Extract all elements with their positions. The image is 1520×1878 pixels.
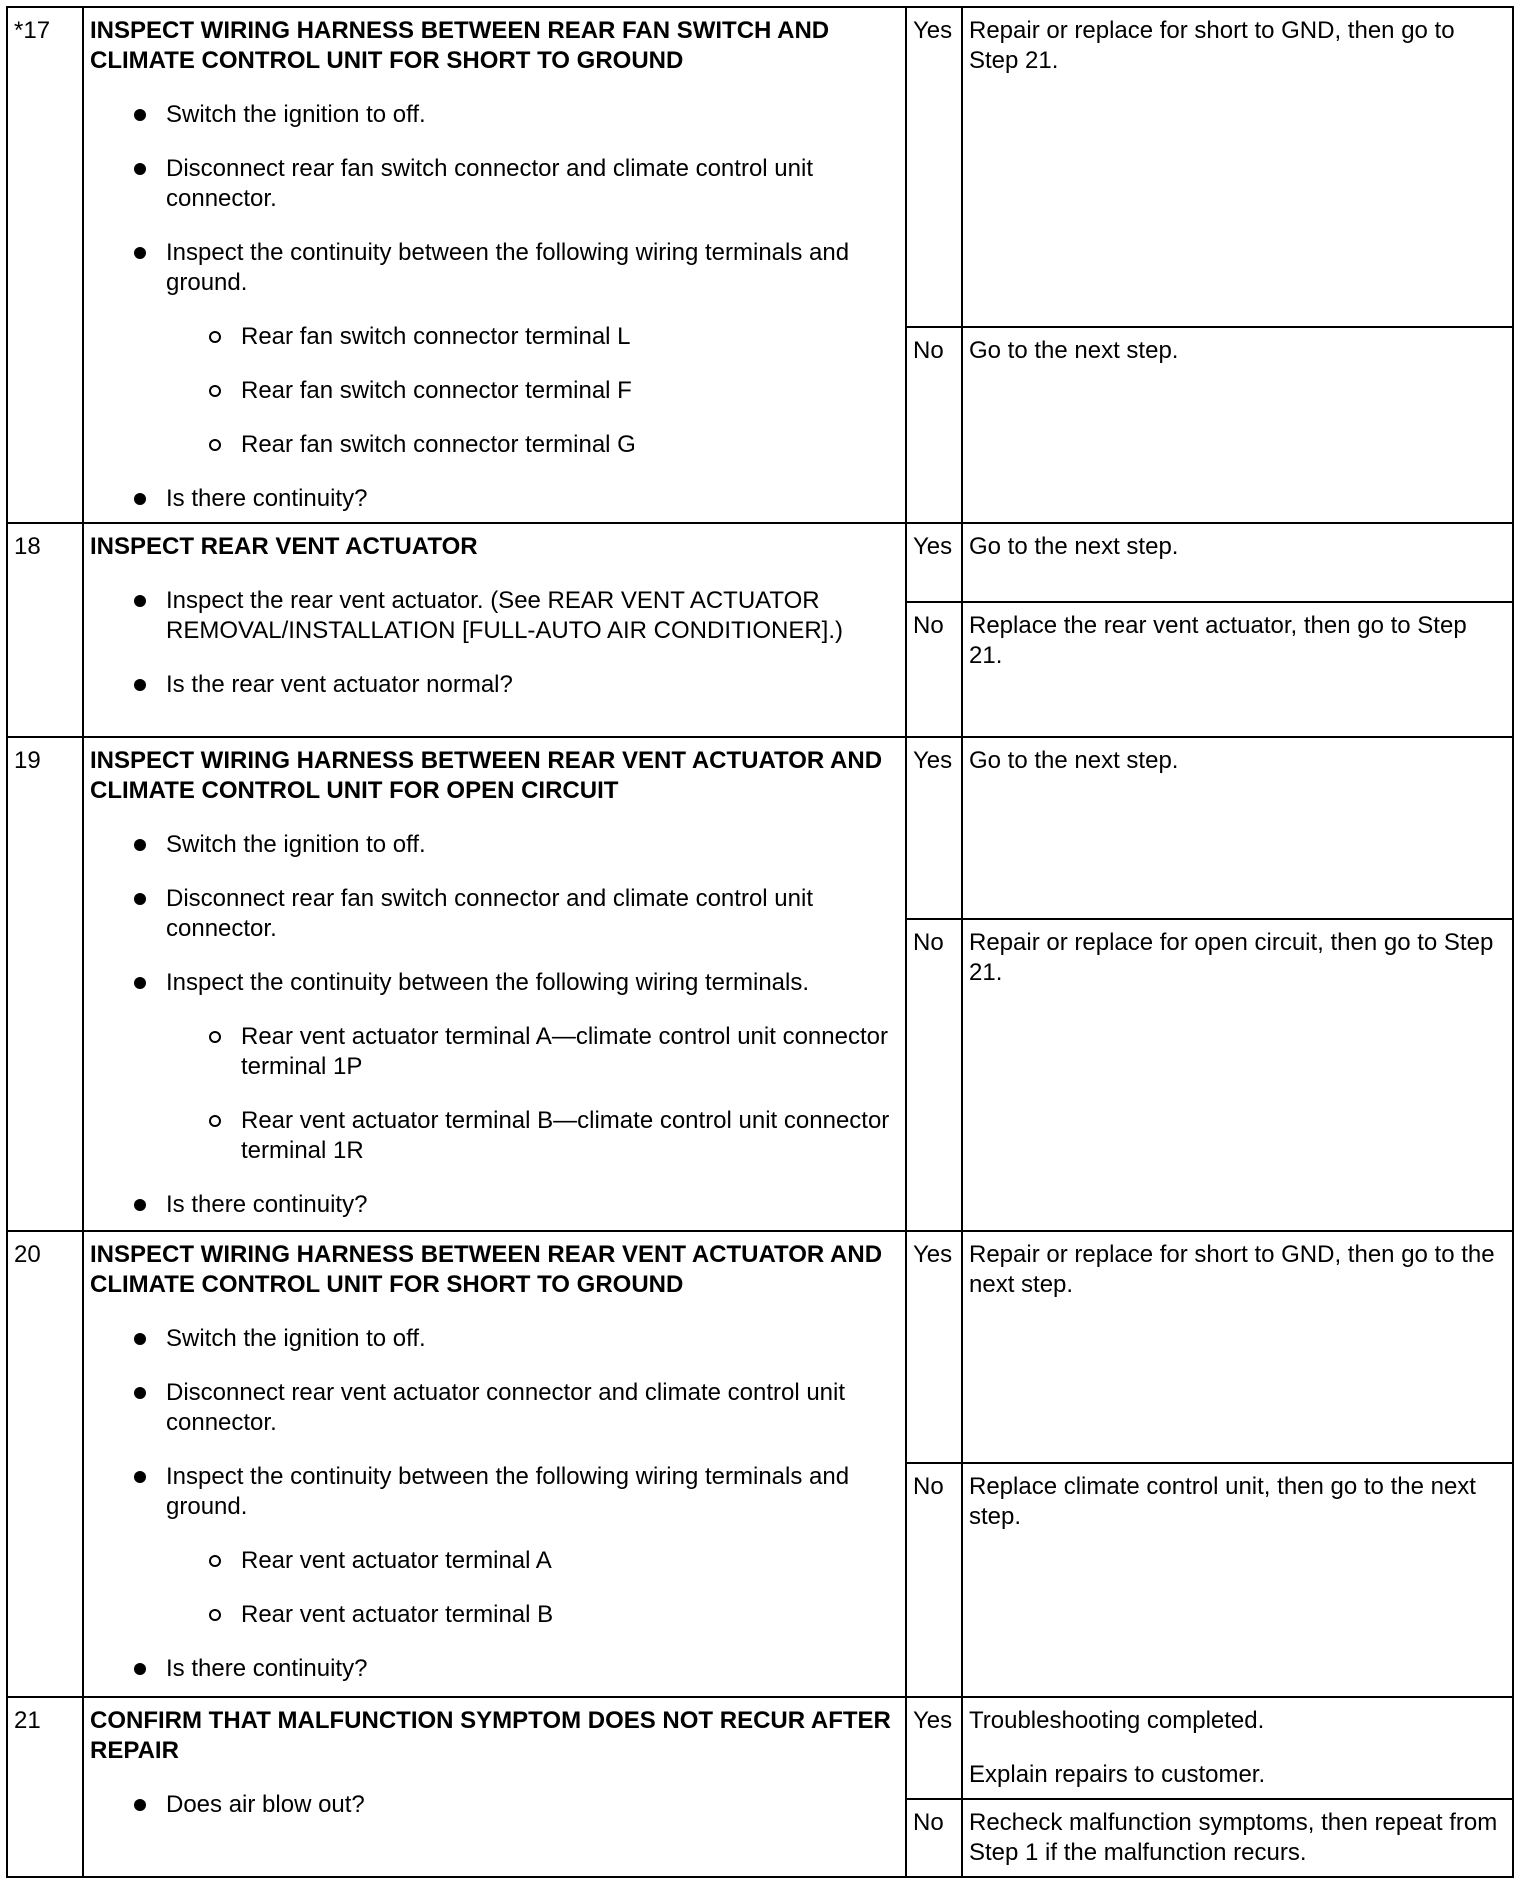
step-number: *17 — [7, 7, 83, 523]
sub-bullet-item — [90, 376, 899, 406]
sub-bullet-text: Rear vent actuator terminal A—climate control unit connector terminal 1P — [241, 1023, 888, 1080]
no-result — [962, 327, 1513, 523]
yes-result — [962, 737, 1513, 919]
sub-bullet-item — [90, 1600, 899, 1630]
bullet-text: Disconnect rear fan switch connector and climate control unit connector. — [166, 155, 813, 212]
question-text: Is there continuity? — [166, 1655, 368, 1682]
sub-bullet-text: Rear fan switch connector terminal G — [241, 431, 636, 458]
no-label: No — [906, 1463, 962, 1697]
yes-label: Yes — [906, 1231, 962, 1463]
step-question — [90, 1790, 899, 1820]
question-text: Is there continuity? — [166, 485, 368, 512]
no-label: No — [906, 919, 962, 1231]
sub-bullet-icon — [209, 385, 221, 397]
question-text: Is the rear vent actuator normal? — [166, 671, 513, 698]
bullet-item — [90, 884, 899, 944]
sub-bullet-text: Rear fan switch connector terminal L — [241, 323, 631, 350]
sub-bullet-icon — [209, 439, 221, 451]
bullet-icon — [134, 1387, 146, 1399]
yes-result — [962, 523, 1513, 602]
bullet-text: Switch the ignition to off. — [166, 101, 426, 128]
yes-label: Yes — [906, 737, 962, 919]
bullet-icon — [134, 1333, 146, 1345]
bullet-icon — [134, 595, 146, 607]
no-result-text: Replace climate control unit, then go to the next step. — [969, 1473, 1476, 1530]
no-result — [962, 1799, 1513, 1877]
no-label: No — [906, 327, 962, 523]
bullet-item — [90, 1462, 899, 1522]
bullet-icon — [134, 1663, 146, 1675]
bullet-icon — [134, 163, 146, 175]
yes-result-text: Go to the next step. — [969, 747, 1179, 774]
yes-label: Yes — [906, 1697, 962, 1799]
step-action — [83, 1231, 906, 1697]
bullet-item — [90, 968, 899, 998]
no-result-text: Go to the next step. — [969, 336, 1179, 364]
yes-result-text: Repair or replace for short to GND, then go to the next step. — [969, 1241, 1495, 1298]
bullet-text: Inspect the continuity between the following wiring terminals and ground. — [166, 1463, 850, 1520]
troubleshooting-table — [6, 6, 1514, 1878]
bullet-icon — [134, 1799, 146, 1811]
bullet-icon — [134, 109, 146, 121]
no-result — [962, 919, 1513, 1231]
no-result — [962, 1463, 1513, 1697]
bullet-item — [90, 830, 899, 860]
step-row-17 — [7, 7, 1513, 327]
bullet-icon — [134, 1471, 146, 1483]
no-result-text: Recheck malfunction symptoms, then repeat from Step 1 if the malfunction recurs. — [969, 1809, 1498, 1866]
step-question — [90, 1654, 899, 1684]
bullet-icon — [134, 839, 146, 851]
step-number: 18 — [7, 523, 83, 737]
bullet-text: Disconnect rear fan switch connector and climate control unit connector. — [166, 885, 813, 942]
sub-bullet-text: Rear vent actuator terminal A — [241, 1547, 552, 1574]
sub-bullet-text: Rear vent actuator terminal B—climate control unit connector terminal 1R — [241, 1107, 890, 1164]
bullet-text: Inspect the rear vent actuator. (See REAR VENT ACTUATOR REMOVAL/INSTALLATION [FULL-AUTO AIR CONDITIONER].) — [166, 587, 843, 644]
sub-bullet-item — [90, 1022, 899, 1082]
yes-result-text: Go to the next step. — [969, 533, 1179, 560]
step-heading: INSPECT WIRING HARNESS BETWEEN REAR VENT ACTUATOR AND CLIMATE CONTROL UNIT FOR OPEN CIRCUIT — [90, 747, 883, 804]
bullet-text: Inspect the continuity between the following wiring terminals. — [166, 969, 810, 996]
bullet-icon — [134, 679, 146, 691]
step-heading: INSPECT WIRING HARNESS BETWEEN REAR FAN SWITCH AND CLIMATE CONTROL UNIT FOR SHORT TO GROUND — [90, 17, 830, 74]
no-result-text: Replace the rear vent actuator, then go to Step 21. — [969, 612, 1467, 669]
bullet-icon — [134, 893, 146, 905]
no-result — [962, 602, 1513, 737]
sub-bullet-text: Rear vent actuator terminal B — [241, 1601, 554, 1628]
question-text: Is there continuity? — [166, 1191, 368, 1218]
sub-bullet-icon — [209, 1555, 221, 1567]
step-number: 19 — [7, 737, 83, 1231]
step-row-20 — [7, 1231, 1513, 1463]
bullet-text: Disconnect rear vent actuator connector and climate control unit connector. — [166, 1379, 846, 1436]
bullet-icon — [134, 493, 146, 505]
sub-bullet-item — [90, 430, 899, 460]
yes-result — [962, 1231, 1513, 1463]
no-label: No — [906, 1799, 962, 1877]
sub-bullet-item — [90, 322, 899, 352]
bullet-item — [90, 1324, 899, 1354]
step-number: 21 — [7, 1697, 83, 1877]
yes-result-text-2: Explain repairs to customer. — [969, 1761, 1266, 1788]
sub-bullet-icon — [209, 1609, 221, 1621]
step-action — [83, 737, 906, 1231]
step-heading: INSPECT WIRING HARNESS BETWEEN REAR VENT ACTUATOR AND CLIMATE CONTROL UNIT FOR SHORT TO GROUND — [90, 1241, 883, 1298]
bullet-text: Inspect the continuity between the following wiring terminals and ground. — [166, 239, 850, 296]
no-label: No — [906, 602, 962, 737]
step-row-21 — [7, 1697, 1513, 1799]
step-number: 20 — [7, 1231, 83, 1697]
sub-bullet-icon — [209, 1115, 221, 1127]
step-row-19 — [7, 737, 1513, 919]
sub-bullet-text: Rear fan switch connector terminal F — [241, 377, 632, 404]
step-row-18 — [7, 523, 1513, 602]
bullet-icon — [134, 977, 146, 989]
bullet-icon — [134, 1199, 146, 1211]
bullet-icon — [134, 247, 146, 259]
bullet-text: Switch the ignition to off. — [166, 831, 426, 858]
sub-bullet-item — [90, 1546, 899, 1576]
yes-result-text: Troubleshooting completed. — [969, 1707, 1265, 1734]
step-action — [83, 523, 906, 737]
yes-label: Yes — [906, 7, 962, 327]
yes-label: Yes — [906, 523, 962, 602]
no-result-text: Repair or replace for open circuit, then go to Step 21. — [969, 929, 1494, 986]
bullet-item — [90, 1378, 899, 1438]
bullet-item — [90, 154, 899, 214]
sub-bullet-icon — [209, 331, 221, 343]
step-action — [83, 1697, 906, 1877]
bullet-item — [90, 100, 899, 130]
yes-result-text: Repair or replace for short to GND, then go to Step 21. — [969, 17, 1455, 74]
sub-bullet-icon — [209, 1031, 221, 1043]
bullet-item — [90, 586, 899, 646]
step-question — [90, 670, 899, 700]
bullet-text: Switch the ignition to off. — [166, 1325, 426, 1352]
question-text: Does air blow out? — [166, 1791, 365, 1818]
yes-result — [962, 1697, 1513, 1799]
step-question — [90, 1190, 899, 1220]
sub-bullet-item — [90, 1106, 899, 1166]
step-action — [83, 7, 906, 523]
yes-result — [962, 7, 1513, 327]
step-heading: CONFIRM THAT MALFUNCTION SYMPTOM DOES NOT RECUR AFTER REPAIR — [90, 1707, 891, 1764]
step-question — [90, 484, 899, 514]
bullet-item — [90, 238, 899, 298]
step-heading: INSPECT REAR VENT ACTUATOR — [90, 533, 478, 560]
